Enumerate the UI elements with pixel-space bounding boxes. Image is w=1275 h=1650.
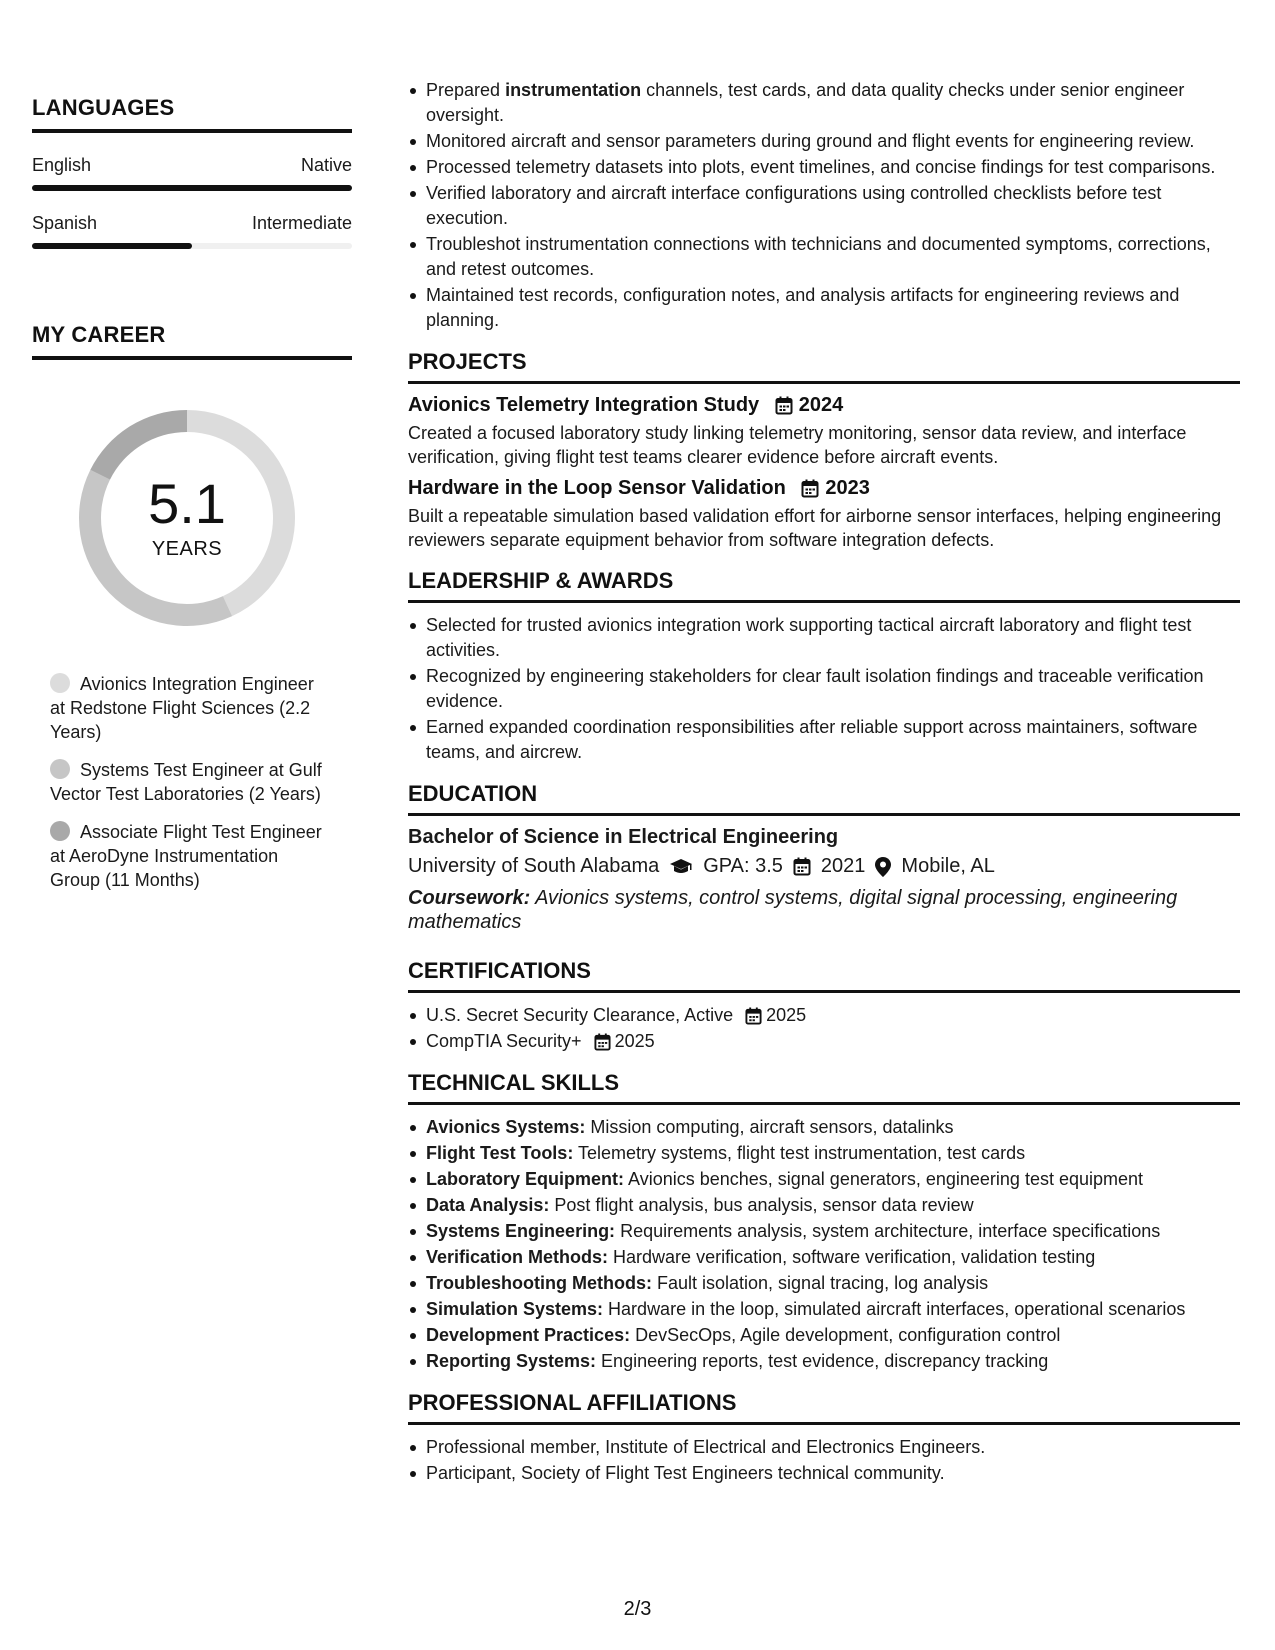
skill-item: Avionics Systems: Mission computing, aircraft sensors, datalinks	[408, 1115, 1240, 1140]
skill-item: Flight Test Tools: Telemetry systems, flight test instrumentation, test cards	[408, 1141, 1240, 1166]
project-year: 2023	[825, 477, 870, 499]
affiliation-item: Participant, Society of Flight Test Engineers technical community.	[408, 1461, 1240, 1486]
education-gpa: GPA: 3.5	[703, 855, 783, 877]
career-legend-item	[50, 758, 330, 806]
right-column	[408, 78, 1240, 1487]
calendar-icon	[745, 1007, 762, 1025]
certifications-heading: CERTIFICATIONS	[408, 958, 1240, 993]
language-level: Intermediate	[251, 213, 352, 233]
affiliations-list	[408, 1435, 1240, 1486]
certifications-list	[408, 1003, 1240, 1054]
legend-dot-icon	[50, 821, 70, 841]
project-name: Avionics Telemetry Integration Study	[408, 394, 760, 416]
experience-bullets	[408, 78, 1240, 333]
career-legend-item	[50, 672, 330, 744]
certification-item: U.S. Secret Security Clearance, Active 2025	[408, 1003, 1240, 1028]
projects-heading: PROJECTS	[408, 349, 1240, 384]
leadership-list	[408, 613, 1240, 765]
language-name: English	[32, 155, 92, 175]
experience-bullet: Monitored aircraft and sensor parameters during ground and flight events for engineering review.	[408, 129, 1240, 154]
leadership-item: Earned expanded coordination responsibilities after reliable support across maintainers, software teams, and aircrew.	[408, 715, 1240, 765]
page-number: 2/3	[623, 1598, 652, 1620]
languages-list	[32, 155, 352, 249]
language-proficiency-bar	[32, 243, 352, 249]
calendar-icon	[594, 1033, 611, 1051]
skill-item: Systems Engineering: Requirements analysis, system architecture, interface specifications	[408, 1219, 1240, 1244]
language-name: Spanish	[32, 213, 98, 233]
experience-bullet: Troubleshot instrumentation connections with technicians and documented symptoms, corrections, and retest outcomes.	[408, 232, 1240, 282]
calendar-icon	[801, 479, 819, 498]
skill-item: Simulation Systems: Hardware in the loop, simulated aircraft interfaces, operational scenarios	[408, 1297, 1240, 1322]
experience-bullet: Verified laboratory and aircraft interface configurations using controlled checklists before test execution.	[408, 181, 1240, 231]
certification-item: CompTIA Security+ 2025	[408, 1029, 1240, 1054]
skill-item: Development Practices: DevSecOps, Agile development, configuration control	[408, 1323, 1240, 1348]
career-legend-item	[50, 820, 330, 892]
skill-item: Laboratory Equipment: Avionics benches, signal generators, engineering test equipment	[408, 1167, 1240, 1192]
career-donut-chart	[67, 398, 307, 638]
calendar-icon	[775, 396, 793, 415]
education-meta	[408, 855, 1240, 878]
education-heading: EDUCATION	[408, 781, 1240, 816]
language-proficiency-bar	[32, 185, 352, 191]
education-degree: Bachelor of Science in Electrical Engineering	[408, 826, 839, 848]
project-item	[408, 477, 1240, 552]
skill-item: Troubleshooting Methods: Fault isolation, signal tracing, log analysis	[408, 1271, 1240, 1296]
leadership-heading: LEADERSHIP & AWARDS	[408, 568, 1240, 603]
language-level: Native	[300, 155, 352, 175]
location-pin-icon	[875, 857, 891, 877]
leadership-item: Selected for trusted avionics integration work supporting tactical aircraft laboratory and flight test activities.	[408, 613, 1240, 663]
languages-heading: LANGUAGES	[32, 95, 352, 133]
project-name: Hardware in the Loop Sensor Validation	[408, 477, 786, 499]
affiliation-item: Professional member, Institute of Electrical and Electronics Engineers.	[408, 1435, 1240, 1460]
language-item	[32, 155, 352, 191]
skill-item: Data Analysis: Post flight analysis, bus analysis, sensor data review	[408, 1193, 1240, 1218]
language-proficiency-fill	[32, 243, 192, 249]
education-year: 2021	[820, 855, 866, 877]
language-item	[32, 213, 352, 249]
career-role: Systems Test Engineer at Gulf Vector Test Laboratories (2 Years)	[50, 760, 322, 804]
skill-item: Verification Methods: Hardware verification, software verification, validation testing	[408, 1245, 1240, 1270]
skill-item: Reporting Systems: Engineering reports, test evidence, discrepancy tracking	[408, 1349, 1240, 1374]
career-heading: MY CAREER	[32, 322, 352, 360]
experience-bullet: Maintained test records, configuration notes, and analysis artifacts for engineering reviews and planning.	[408, 283, 1240, 333]
career-total-value: 5.1	[148, 471, 226, 535]
experience-bullet: Prepared instrumentation channels, test cards, and data quality checks under senior engineer oversight.	[408, 78, 1240, 128]
career-role: Avionics Integration Engineer at Redstone Flight Sciences (2.2 Years)	[50, 674, 314, 742]
education-school: University of South Alabama	[408, 855, 660, 877]
career-total-unit: YEARS	[151, 537, 223, 560]
affiliations-heading: PROFESSIONAL AFFILIATIONS	[408, 1390, 1240, 1425]
education-coursework: Coursework: Avionics systems, control systems, digital signal processing, engineering mathematics	[408, 887, 1178, 933]
education-location: Mobile, AL	[901, 855, 995, 877]
calendar-icon	[793, 857, 811, 876]
left-column	[32, 95, 352, 906]
project-item	[408, 394, 1240, 469]
project-description: Created a focused laboratory study linking telemetry monitoring, sensor data review, and interface verification, giving flight test teams clearer evidence before aircraft events.	[408, 423, 1187, 467]
career-legend	[50, 672, 330, 892]
language-proficiency-fill	[32, 185, 352, 191]
experience-bullet: Processed telemetry datasets into plots, event timelines, and concise findings for test comparisons.	[408, 155, 1240, 180]
skills-heading: TECHNICAL SKILLS	[408, 1070, 1240, 1105]
skills-list	[408, 1115, 1240, 1374]
legend-dot-icon	[50, 759, 70, 779]
project-description: Built a repeatable simulation based validation effort for airborne sensor interfaces, helping engineering reviewers separate equipment behavior from software integration defects.	[408, 506, 1222, 550]
graduation-cap-icon	[669, 858, 693, 876]
legend-dot-icon	[50, 673, 70, 693]
leadership-item: Recognized by engineering stakeholders for clear fault isolation findings and traceable verification evidence.	[408, 664, 1240, 714]
career-role: Associate Flight Test Engineer at AeroDyne Instrumentation Group (11 Months)	[50, 822, 322, 890]
project-year: 2024	[798, 394, 844, 416]
